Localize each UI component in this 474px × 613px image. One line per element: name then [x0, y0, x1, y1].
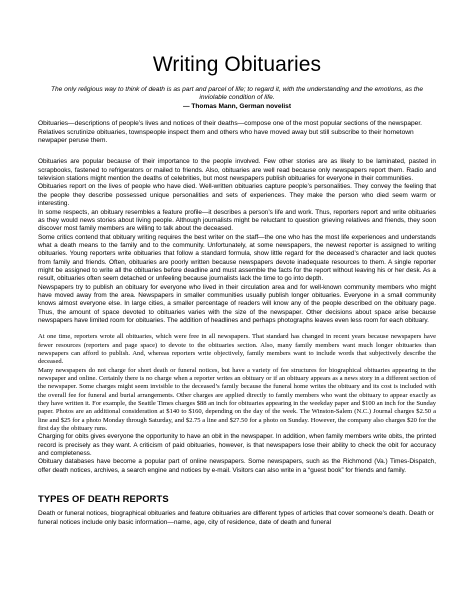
- paragraph-history: At one time, reporters wrote all obituaries, which were free in all newspapers. That standard has changed in recent years because newspapers have fewer resources (reporters and page space) to devote to the obituaries section. Also, many family members want much longer obituaries than newspapers can afford to publish. And, whereas reporters write objectively, family members want to include words that subjectively describe the deceased.: [38, 333, 436, 366]
- section-heading: TYPES OF DEATH REPORTS: [38, 493, 169, 505]
- section-paragraph: Death or funeral notices, biographical obituaries and feature obituaries are different types of articles that cover someone’s death. Death or funeral notices include only basic information—name, age, city of residence, date of death and funeral: [38, 510, 434, 526]
- paragraph-critics: Some critics contend that obituary writing requires the best writer on the staff—the one who has the most life experiences and understands what a death means to the family and to the community. Unfortunately, at some newspapers, the newest reporter is assigned to writing obituaries. Young reporters write obituaries that follow a standard formula, show little regard for the deceased’s character and lack quotes from family and friends. Often, obituaries are poorly written because newspapers devote inadequate resources to them. A single reporter might be assigned to write all the obituaries before deadline and must assemble the facts for the report without leaving his or her desk. As a result, obituaries often seem detached or unfeeling because journalists lack the time to go into depth.: [38, 233, 436, 283]
- paragraph-charges: Many newspapers do not charge for short death or funeral notices, but have a variety of fee structures for biographical obituaries appearing in the newspaper and online. Certainly there is no charge when a reporter writes an obituary or if an obituary appears as a news story in a different section of the newspaper. Some charges might seem invisible to the deceased’s family because the funeral home writes the obituary and its cost is included with the overall fee for funeral and burial arrangements. Other charges are applied directly to family members who want the obituary to appear exactly as they have written it. For example, the Seattle Times charges $88 an inch for obituaries appearing in the weekday paper and $100 an inch for the Sunday paper. Photos are an additional consideration at $140 to $160, depending on the day of the week. The Winston-Salem (N.C.) Journal charges $2.50 a line and $25 for a photo Monday through Saturday, and $2.75 a line and $27.50 for a photo on Sunday. However, the company also charges $20 for the first day the obituary runs.: [38, 366, 436, 433]
- intro-paragraph: Obituaries—descriptions of people’s lives and notices of their deaths—compose one of the most popular sections of the newspaper. Relatives scrutinize obituaries, townspeople inspect them and others who have moved away but still subscribe to their hometown newpaper peruse them.: [38, 120, 423, 145]
- paragraph-popularity: Obituaries are popular because of their importance to the people involved. Few other stories are as likely to be laminated, pasted in scrapbooks, fastened to refrigerators or mailed to friends. Also, obituaries are well read because only newspapers report them. Radio and television stations might mention the deaths of celebrities, but most newspapers publish obituaries for everyone in their communities.: [38, 158, 436, 183]
- paragraph-feature-profile: In some respects, an obituary resembles a feature profile—it describes a person’s life and work. Thus, reporters report and write obituaries as they would news stories about living people. Although journalists might be reluctant to question grieving relatives and friends, they soon discover most family members are willing to talk about the deceased.: [38, 208, 436, 233]
- epigraph-attribution: — Thomas Mann, German novelist: [182, 102, 292, 110]
- paragraph-coverage: Newspapers try to publish an obituary for everyone who lived in their circulation area and for well-known community members who might have moved away from the area. Newspapers in smaller communities usually publish longer obituaries. Everyone in a small community knows almost everyone else. In large cities, a smaller percentage of readers will know any of the people described on the obituary page. Thus, the amount of space devoted to obituaries varies with the size of the newspaper. Other decisions about space arise because newspapers have limited room for obituaries. The addition of headlines and perhaps photographs leaves even less room for each obituary.: [38, 283, 436, 324]
- body-text: [38, 158, 436, 475]
- document-title: Writing Obituaries: [152, 53, 322, 76]
- epigraph-quote: The only religious way to think of death is as part and parcel of life; to regard it, with the understanding and the emotions, as the inviolable condition of life.: [50, 86, 424, 102]
- paragraph-paid-obits: Charging for obits gives everyone the opportunity to have an obit in the newspaper. In addition, when family members write obits, the printed record is precisely as they want. A criticism of paid obituaries, however, is that newspapers lose their ability to check the obit for accuracy and completeness.: [38, 433, 436, 458]
- paragraph-databases: Obituary databases have become a popular part of online newspapers. Some newspapers, such as the Richmond (Va.) Times-Dispatch, offer death notices, archives, a search engine and notices by e-mail. Visitors can also write in a “guest book” for friends and family.: [38, 458, 436, 474]
- paragraph-lives: Obituaries report on the lives of people who have died. Well-written obituaries capture people’s personalities. They convey the feeling that the people they describe possessed unique personalities and sets of experiences. They make the person who died seem warm or interesting.: [38, 183, 436, 208]
